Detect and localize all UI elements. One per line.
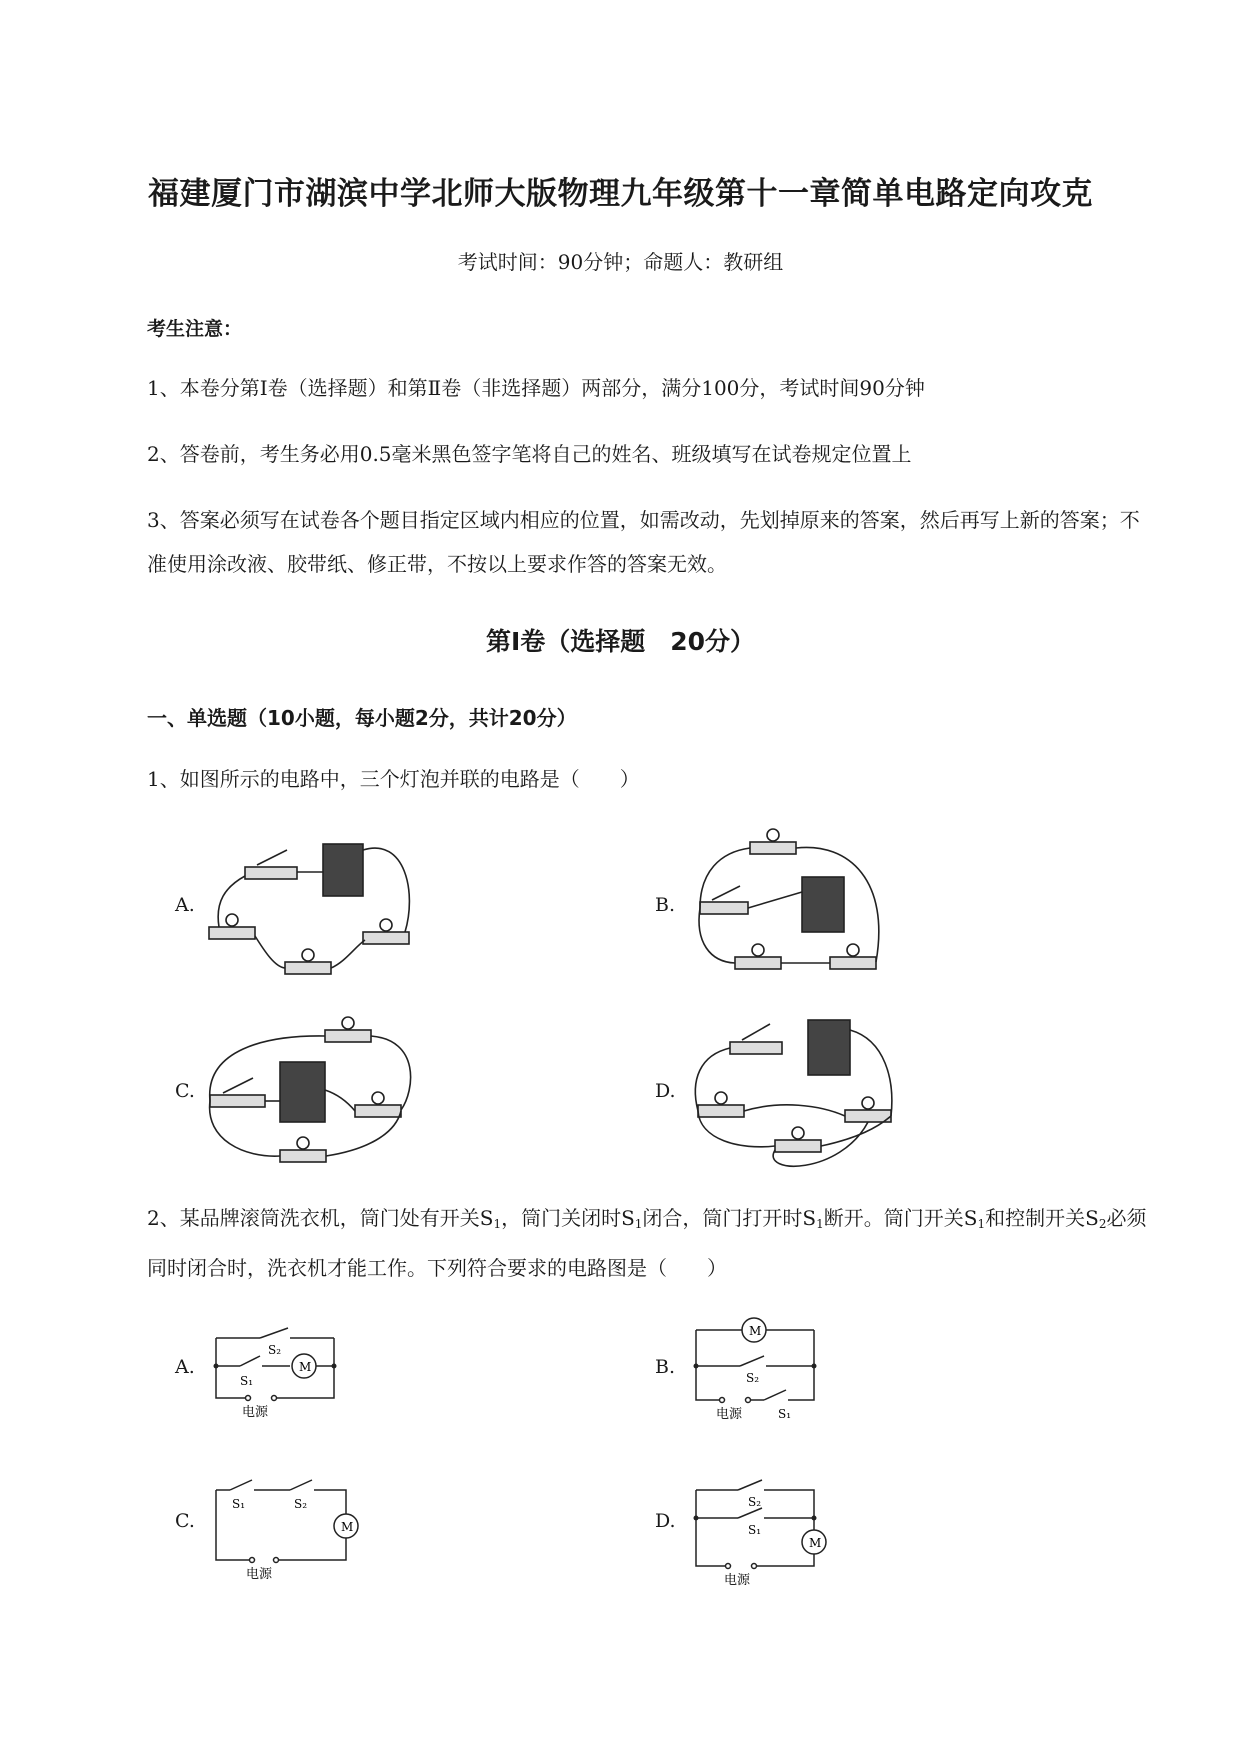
q2a-power-label: 电源 bbox=[242, 1405, 269, 1420]
q1-option-c-label: C. bbox=[175, 1080, 195, 1102]
q2-option-b-label: B. bbox=[655, 1356, 676, 1378]
q2-circuit-a-image bbox=[210, 1318, 340, 1420]
q2-option-c-label: C. bbox=[175, 1510, 195, 1532]
notice-item-3: 3、答案必须写在试卷各个题目指定区域内相应的位置，如需改动，先划掉原来的答案，然后再写上新的答案；不准使用涂改液、胶带纸、修正带，不按以上要求作答的答案无效。 bbox=[147, 508, 1140, 576]
notice-heading: 考生注意： bbox=[147, 318, 243, 340]
q2-circuit-c-image bbox=[210, 1470, 360, 1582]
q1-circuit-b-image bbox=[690, 822, 895, 982]
q2-text-2: ，筒门关闭时S bbox=[501, 1206, 635, 1230]
question-1-text: 1、如图所示的电路中，三个灯泡并联的电路是（ ） bbox=[147, 767, 640, 791]
q2b-power-label: 电源 bbox=[716, 1407, 743, 1422]
q2d-s2-label: S₂ bbox=[748, 1495, 762, 1509]
q2c-s2-label: S₂ bbox=[294, 1497, 308, 1511]
q2-circuit-d-image bbox=[690, 1470, 840, 1588]
q2-text-1: 2、某品牌滚筒洗衣机，筒门处有开关S bbox=[147, 1206, 494, 1230]
q2-sub-2: 1 bbox=[634, 1217, 643, 1231]
q1-circuit-c-image bbox=[205, 1010, 420, 1170]
q2-text-4: 断开。筒门开关S bbox=[823, 1206, 978, 1230]
section-title: 第Ⅰ卷（选择题 20分） bbox=[485, 627, 756, 656]
q2d-power-label: 电源 bbox=[724, 1573, 751, 1588]
q2c-power-label: 电源 bbox=[246, 1567, 273, 1582]
q2-option-a-label: A. bbox=[175, 1356, 195, 1378]
q2-sub-5: 2 bbox=[1098, 1217, 1107, 1231]
page-title: 福建厦门市湖滨中学北师大版物理九年级第十一章简单电路定向攻克 bbox=[148, 176, 1093, 212]
q2a-s1-label: S₁ bbox=[240, 1374, 254, 1388]
exam-subtitle: 考试时间：90分钟；命题人：教研组 bbox=[457, 250, 784, 274]
q2c-s1-label: S₁ bbox=[232, 1497, 246, 1511]
part-heading: 一、单选题（10小题，每小题2分，共计20分） bbox=[147, 706, 577, 730]
q2d-s1-label: S₁ bbox=[748, 1523, 762, 1537]
q1-circuit-d-image bbox=[690, 1010, 905, 1175]
q2b-s2-label: S₂ bbox=[746, 1371, 760, 1385]
q2-circuit-b-image bbox=[690, 1310, 820, 1422]
q1-option-b-label: B. bbox=[655, 894, 676, 916]
q2a-s2-label: S₂ bbox=[268, 1343, 282, 1357]
q2c-motor-label: M bbox=[341, 1520, 354, 1534]
q1-option-d-label: D. bbox=[655, 1080, 676, 1102]
q1-circuit-a-image bbox=[205, 832, 420, 982]
q2b-s1-label: S₁ bbox=[778, 1407, 792, 1421]
notice-item-1: 1、本卷分第Ⅰ卷（选择题）和第Ⅱ卷（非选择题）两部分，满分100分，考试时间90分钟 bbox=[147, 376, 925, 400]
q2b-motor-label: M bbox=[749, 1324, 762, 1338]
q2-sub-1: 1 bbox=[493, 1217, 502, 1231]
q2-sub-4: 1 bbox=[977, 1217, 986, 1231]
q2-text-5: 和控制开关S bbox=[985, 1206, 1099, 1230]
question-2-text bbox=[147, 1196, 1157, 1290]
q2-option-d-label: D. bbox=[655, 1510, 676, 1532]
q2a-motor-label: M bbox=[299, 1360, 312, 1374]
q2-text-3: 闭合，筒门打开时S bbox=[642, 1206, 817, 1230]
q2-sub-3: 1 bbox=[816, 1217, 824, 1231]
q2-text-6: 必须同时闭合时，洗衣机才能工作。下列符合要求的电路图是（ ） bbox=[147, 1206, 1147, 1280]
q2d-motor-label: M bbox=[809, 1536, 822, 1550]
notice-item-2: 2、答卷前，考生务必用0.5毫米黑色签字笔将自己的姓名、班级填写在试卷规定位置上 bbox=[147, 442, 912, 466]
q1-option-a-label: A. bbox=[175, 894, 195, 916]
